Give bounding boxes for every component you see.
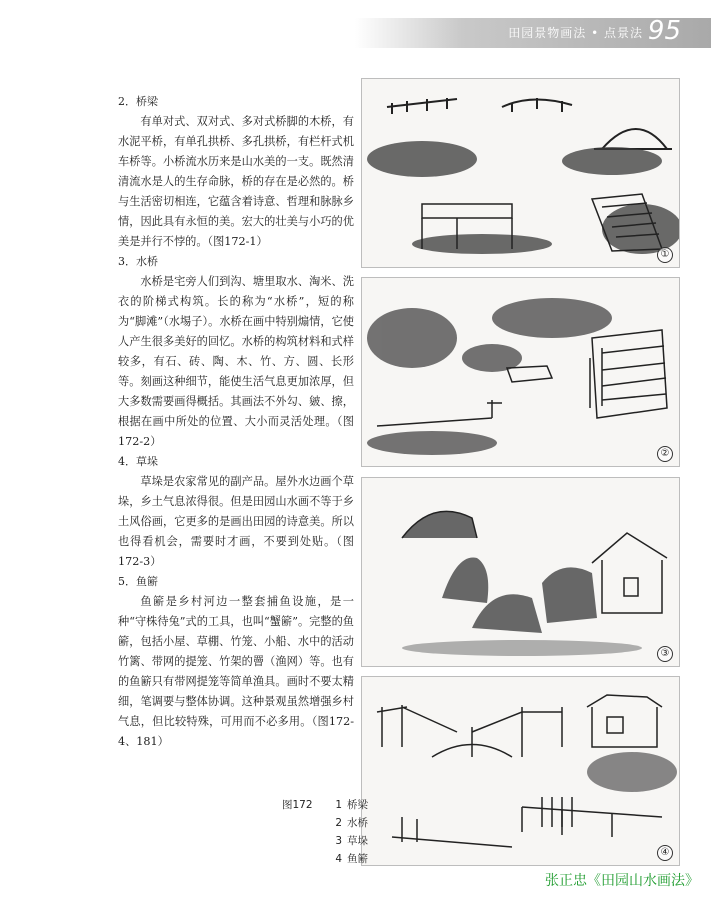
page-header <box>0 0 711 50</box>
panel-number: ② <box>657 446 673 462</box>
section-heading: 3．水桥 <box>118 255 158 268</box>
illustration-fishing-weir <box>361 676 680 866</box>
illustration-water-steps <box>361 277 680 467</box>
header-title: 田园景物画法 • 点景法 <box>508 26 643 40</box>
watermark: 张正忠《田园山水画法》 <box>545 873 699 889</box>
section-heading: 4．草垛 <box>118 455 158 468</box>
text-column <box>118 92 354 752</box>
panel-number: ④ <box>657 845 673 861</box>
caption-item-number: 4 <box>335 853 342 865</box>
caption-item-number: 2 <box>335 817 342 829</box>
caption-item-label: 水桥 <box>347 817 368 829</box>
illustration-bridges <box>361 78 680 268</box>
caption-item-label: 鱼簖 <box>347 853 368 865</box>
figure-label: 图172 <box>282 799 313 811</box>
illustration-haystacks <box>361 477 680 667</box>
haystacks-sketch <box>362 478 679 666</box>
section-heading: 2．桥梁 <box>118 95 158 108</box>
section-heading: 5．鱼簖 <box>118 575 158 588</box>
fishing-weir-sketch <box>362 677 679 865</box>
section-body: 草垛是农家常见的副产品。屋外水边画个草垛，乡土气息浓得很。但是田园山水画不等于乡土风俗画，它更多的是画出田园的诗意美。所以也得看机会，需要时才画，不要到处贴。（图172-3） <box>118 475 354 568</box>
figure-caption <box>282 796 368 868</box>
caption-item-number: 3 <box>335 835 342 847</box>
section-body: 有单对式、双对式、多对式桥脚的木桥，有水泥平桥，有单孔拱桥、多孔拱桥，有栏杆式机车桥等。小桥流水历来是山水美的一支。既然清清流水是人的生存命脉，桥的存在是必然的。桥与生活密切相连，它蕴含着诗意、哲理和脉脉乡情，因此具有永恒的美。宏大的壮美与小巧的优美是并行不悖的。（图172-1） <box>118 115 354 248</box>
caption-item-number: 1 <box>335 799 342 811</box>
water-steps-sketch <box>362 278 679 466</box>
caption-item-label: 草垛 <box>347 835 368 847</box>
caption-item-label: 桥梁 <box>347 799 368 811</box>
panel-number: ③ <box>657 646 673 662</box>
panel-number: ① <box>657 247 673 263</box>
section-body: 鱼簖是乡村河边一整套捕鱼设施，是一种“守株待兔”式的工具，也叫“蟹簖”。完整的鱼簖，包括小屋、草棚、竹笼、小船、水中的活动竹篱、带网的提笼、竹架的罾（渔网）等。也有的鱼簖只有带网提笼等简单渔具。画时不要太精细，笔调要与整体协调。这种景观虽然增强乡村气息，但比较特殊，可用而不必多用。（图172-4、181） <box>118 595 354 748</box>
bridges-sketch <box>362 79 679 267</box>
page-number: 95 <box>647 16 681 46</box>
section-body: 水桥是宅旁人们到沟、塘里取水、淘米、洗衣的阶梯式构筑。长的称为“水桥”，短的称为“脚滩”（水埸子）。水桥在画中特别煽情，它使人产生很多美好的回忆。水桥的构筑材料和式样较多，有石、砖、陶、木、竹、方、圆、长形等。刻画这种细节，能使生活气息更加浓厚，但大多数需要画得概括。其画法不外勾、皴、擦，根据在画中所处的位置、大小而灵活处理。（图172-2） <box>118 275 354 448</box>
